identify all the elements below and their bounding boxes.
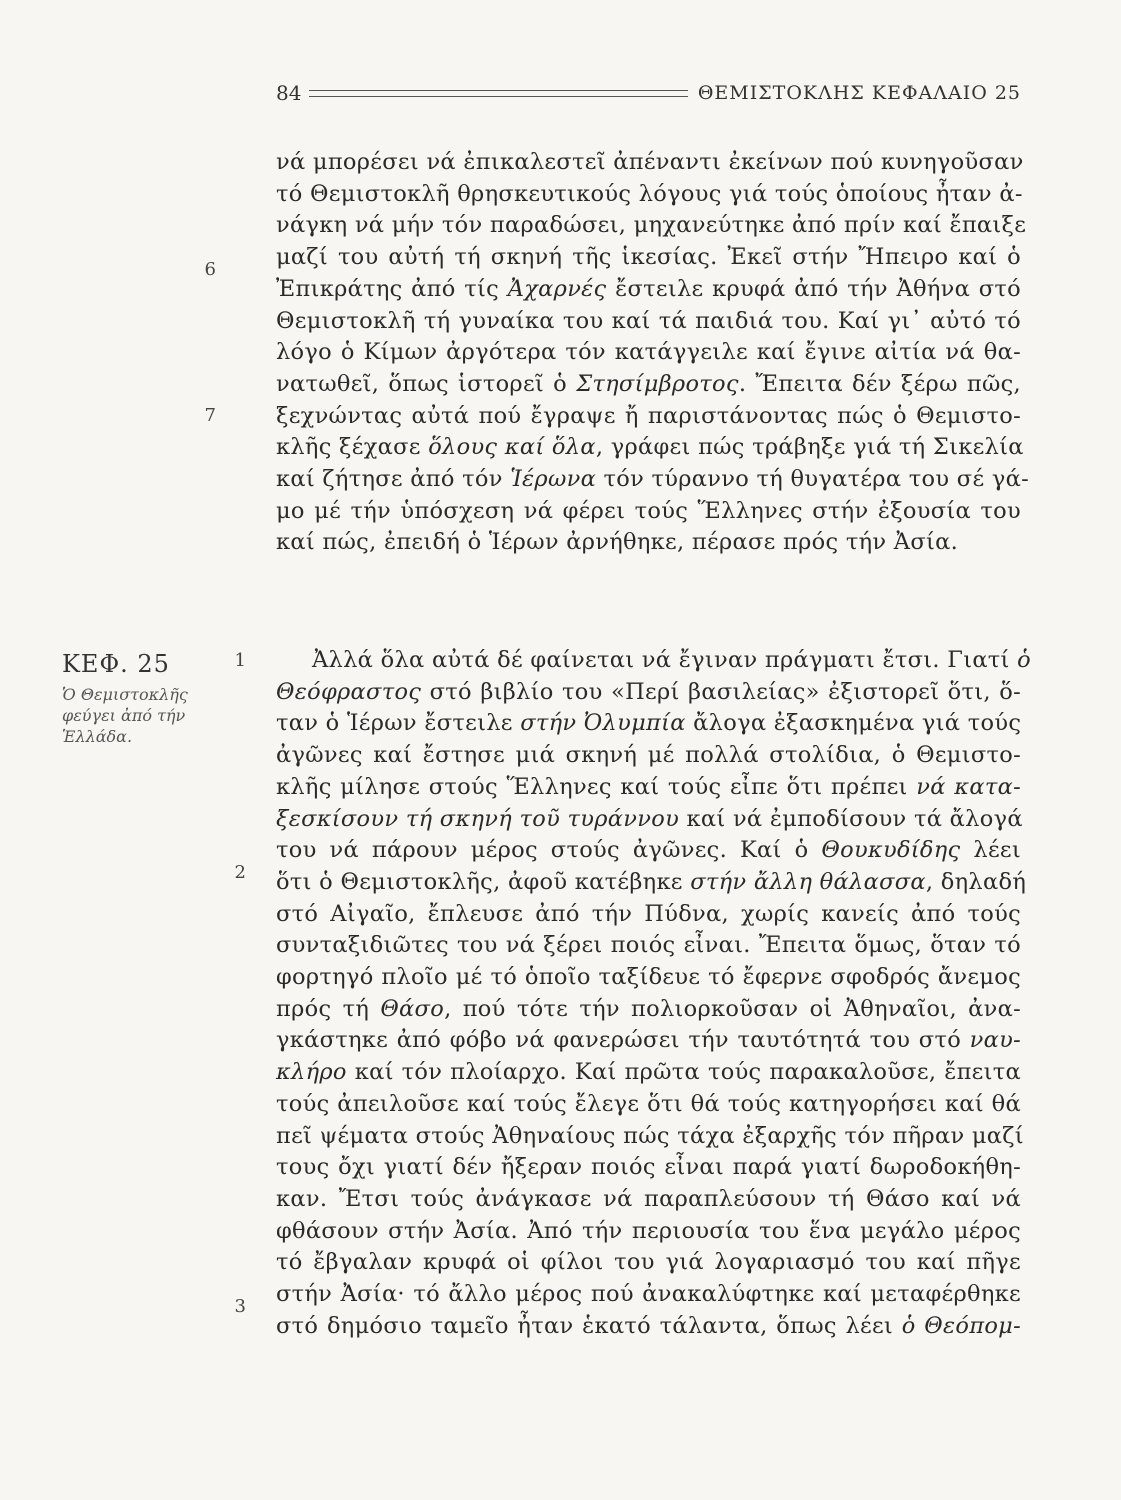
text-line: Ἐπικράτης ἀπό τίς Ἀχαρνές ἔστειλε κρυφά ἀπό τήν Ἀθήνα στό	[276, 275, 1021, 302]
text-line: λόγο ὁ Κίμων ἀργότερα τόν κατάγγειλε καί ἔγινε αἰτία νά θα-	[276, 339, 1021, 366]
italic-term: Θάσο	[380, 995, 445, 1022]
text-line: φθάσουν στήν Ἀσία. Ἀπό τήν περιουσία του ἕνα μεγάλο μέρος	[276, 1217, 1021, 1244]
text-line: καί ζήτησε ἀπό τόν Ἱέρωνα τόν τύραννο τή θυγατέρα του σέ γά-	[276, 466, 1030, 493]
text-line: καν. Ἔτσι τούς ἀνάγκασε νά παραπλεύσουν τή Θάσο καί νά	[276, 1185, 1021, 1212]
text-line: πεῖ ψέματα στούς Ἀθηναίους πώς τάχα ἐξαρχῆς τόν πῆραν μαζί	[276, 1122, 1024, 1149]
text-line: νατωθεῖ, ὅπως ἱστορεῖ ὁ Στησίμβροτος. Ἔπειτα δέν ξέρω πῶς,	[276, 370, 1021, 397]
italic-term: ὁ	[1017, 647, 1031, 673]
header-rule	[309, 90, 687, 97]
text-line: μο μέ τήν ὑπόσχεση νά φέρει τούς Ἕλληνες στήν ἐξουσία του	[276, 497, 1021, 524]
text-line: ταν ὁ Ἱέρων ἔστειλε στήν Ὀλυμπία ἄλογα ἐξασκημένα γιά τούς	[276, 710, 1022, 737]
text-line: τους ὄχι γιατί δέν ἤξεραν ποιός εἶναι παρά γιατί δωροδοκήθη-	[276, 1154, 1021, 1181]
text-line: ξεχνώντας αὐτά πού ἔγραψε ἤ παριστάνοντας πώς ὁ Θεμιστο-	[276, 402, 1021, 429]
text-line: Ἀλλά ὅλα αὐτά δέ φαίνεται νά ἔγιναν πράγματι ἔτσι. Γιατί ὁ	[312, 647, 1031, 673]
text-line: νά μπορέσει νά ἐπικαλεστεῖ ἀπέναντι ἐκείνων πού κυνηγοῦσαν	[276, 149, 1024, 175]
text-line: γκάστηκε ἀπό φόβο νά φανερώσει τήν ταυτότητά του στό ναυ-	[276, 1027, 1021, 1054]
line-number: 3	[234, 1296, 246, 1317]
text-line: μαζί του αὐτή τή σκηνή τῆς ἱκεσίας. Ἐκεῖ στήν Ἤπειρο καί ὁ	[276, 244, 1021, 271]
paragraph-continuation	[276, 147, 1030, 559]
text-line: ὅτι ὁ Θεμιστοκλῆς, ἀφοῦ κατέβηκε στήν ἄλλη θάλασσα, δηλαδή	[276, 868, 1027, 895]
text-line: κλῆς ξέχασε ὅλους καί ὅλα, γράφει πώς τράβηξε γιά τή Σικελία	[276, 434, 1024, 461]
line-number: 7	[204, 405, 216, 426]
italic-term: νά κατα-	[916, 773, 1021, 800]
text-line: Θεμιστοκλῆ τή γυναίκα του καί τά παιδιά του. Καί γι᾽ αὐτό τό	[276, 307, 1021, 334]
text-line: στό Αἰγαῖο, ἔπλευσε ἀπό τήν Πύδνα, χωρίς κανείς ἀπό τούς	[276, 900, 1021, 927]
text-line: Θεόφραστος στό βιβλίο του «Περί βασιλείας» ἐξιστορεῖ ὅτι, ὅ-	[276, 678, 1021, 705]
text-line: καί πώς, ἐπειδή ὁ Ἱέρων ἀρνήθηκε, πέρασε πρός τήν Ἀσία.	[276, 529, 959, 556]
line-number: 6	[204, 259, 216, 280]
text-line: κλῆς μίλησε στούς Ἕλληνες καί τούς εἶπε ὅτι πρέπει νά κατα-	[276, 773, 1021, 800]
page-number: 84	[276, 81, 302, 105]
text-line: στήν Ἀσία· τό ἄλλο μέρος πού ἀνακαλύφτηκε καί μεταφέρθηκε	[276, 1281, 1021, 1308]
italic-term: Ἀχαρνές	[507, 275, 607, 302]
text-line: φορτηγό πλοῖο μέ τό ὁποῖο ταξίδευε τό ἔφερνε σφοδρός ἄνεμος	[276, 964, 1021, 991]
chapter-summary: Ὁ Θεμιστοκλῆς φεύγει ἀπό τήν Ἑλλάδα.	[62, 685, 188, 746]
italic-term: στήν ἄλλη θάλασσα	[690, 868, 926, 895]
italic-term: Θουκυδίδης	[821, 837, 961, 864]
running-head: ΘΕΜΙΣΤΟΚΛΗΣ ΚΕΦΑΛΑΙΟ 25	[697, 82, 1021, 104]
italic-term: ξεσκίσουν τή σκηνή τοῦ τυράννου	[276, 805, 680, 832]
chapter-heading: ΚΕΦ. 25	[62, 650, 170, 678]
text-line: στό δημόσιο ταμεῖο ἦταν ἑκατό τάλαντα, ὅπως λέει ὁ Θεόπομ-	[276, 1312, 1021, 1339]
text-line: νάγκη νά μήν τόν παραδώσει, μηχανεύτηκε ἀπό πρίν καί ἔπαιξε	[276, 212, 1027, 239]
italic-term: ὁ Θεόπομ-	[901, 1312, 1021, 1339]
paragraph-chapter-25	[276, 645, 1031, 1342]
italic-term: Θεόφραστος	[276, 678, 422, 705]
page-header	[276, 76, 1021, 110]
text-line: τό ἔβγαλαν κρυφά οἱ φίλοι του γιά λογαριασμό του καί πῆγε	[276, 1249, 1021, 1276]
italic-term: ναυ-	[969, 1027, 1021, 1054]
text-line: τό Θεμιστοκλῆ θρησκευτικούς λόγους γιά τούς ὁποίους ἦταν ἀ-	[276, 180, 1023, 207]
italic-term: ὅλους καί ὅλα	[428, 434, 596, 461]
line-number: 1	[234, 650, 246, 671]
italic-term: κλήρο	[276, 1059, 347, 1086]
text-line: πρός τή Θάσο, πού τότε τήν πολιορκοῦσαν οἱ Ἀθηναῖοι, ἀνα-	[276, 995, 1022, 1022]
text-line: του νά πάρουν μέρος στούς ἀγῶνες. Καί ὁ Θουκυδίδης λέει	[276, 837, 1021, 864]
text-line: συνταξιδιῶτες του νά ξέρει ποιός εἶναι. Ἔπειτα ὅμως, ὅταν τό	[276, 932, 1021, 959]
italic-term: Ἱέρωνα	[510, 466, 597, 493]
italic-term: στήν Ὀλυμπία	[520, 710, 686, 737]
text-line: κλήρο καί τόν πλοίαρχο. Καί πρῶτα τούς παρακαλοῦσε, ἔπειτα	[276, 1059, 1021, 1086]
text-line: ξεσκίσουν τή σκηνή τοῦ τυράννου καί νά ἐμποδίσουν τά ἄλογά	[276, 805, 1023, 832]
text-line: τούς ἀπειλοῦσε καί τούς ἔλεγε ὅτι θά τούς κατηγορήσει καί θά	[276, 1090, 1021, 1117]
line-number: 2	[234, 862, 246, 883]
italic-term: Στησίμβροτος	[576, 370, 739, 397]
text-line: ἀγῶνες καί ἔστησε μιά σκηνή μέ πολλά στολίδια, ὁ Θεμιστο-	[276, 742, 1021, 769]
